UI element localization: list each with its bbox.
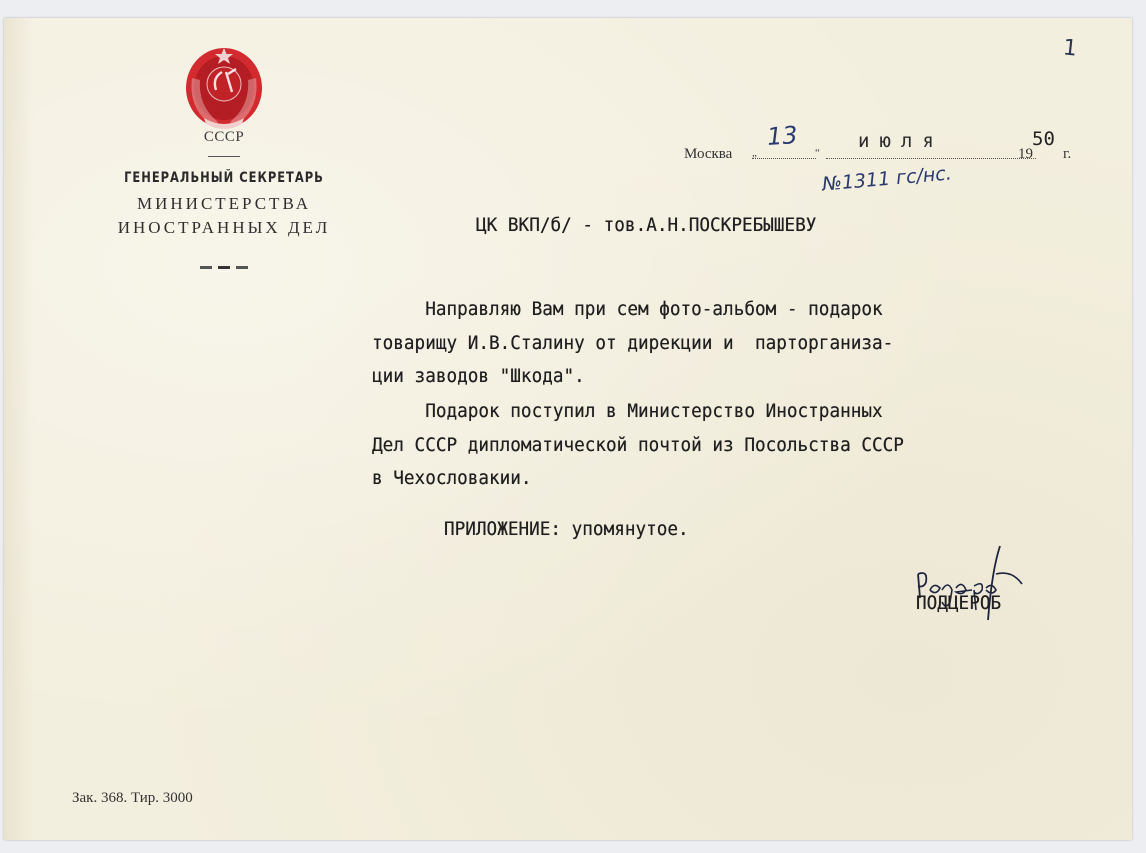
addressee-line: ЦК ВКП/б/ - тов.А.Н.ПОСКРЕБЫШЕВУ <box>476 214 817 236</box>
country-label: СССР <box>203 129 245 145</box>
page-number: 1 <box>1061 35 1079 62</box>
soviet-emblem-icon <box>182 38 266 138</box>
signer-name: ПОДЦЕРОБ <box>916 592 1002 614</box>
attachment-line: ПРИЛОЖЕНИЕ: упомянутое. <box>444 518 689 540</box>
date-century: 19 <box>1018 146 1033 162</box>
date-city: Москва <box>684 146 733 162</box>
date-quote-close: “ <box>815 147 820 159</box>
ministry-line-1: МИНИСТЕРСТВА <box>137 194 311 213</box>
letterhead-rule <box>208 156 240 157</box>
ministry-name <box>96 192 352 240</box>
date-year-suffix: г. <box>1063 146 1072 162</box>
body-paragraph-1: Направляю Вам при сем фото-альбом - подарок товарищу И.В.Сталину от дирекции и парторганиза- ции заводов "Шкода". <box>372 298 894 387</box>
paper-edge-shading <box>4 18 34 840</box>
letterhead-ornament <box>200 266 248 269</box>
letterhead-title: ГЕНЕРАЛЬНЫЙ СЕКРЕТАРЬ <box>124 170 324 186</box>
reference-number-handwritten: №1311 гс/нс. <box>821 162 953 196</box>
date-year: 50 <box>1032 128 1055 150</box>
print-order-footer: Зак. 368. Тир. 3000 <box>72 790 193 806</box>
date-month: июля <box>858 130 944 152</box>
month-dotted-line <box>826 158 1036 159</box>
body-paragraph-2: Подарок поступил в Министерство Иностранных Дел СССР дипломатической почтой из Посольства СССР в Чехословакии. <box>372 400 904 489</box>
date-quote-open: „ <box>752 147 757 159</box>
ministry-line-2: ИНОСТРАННЫХ ДЕЛ <box>117 218 331 237</box>
handwritten-signature-icon <box>912 540 1032 630</box>
date-day-handwritten: 13 <box>766 120 799 152</box>
day-dotted-line <box>752 158 816 159</box>
